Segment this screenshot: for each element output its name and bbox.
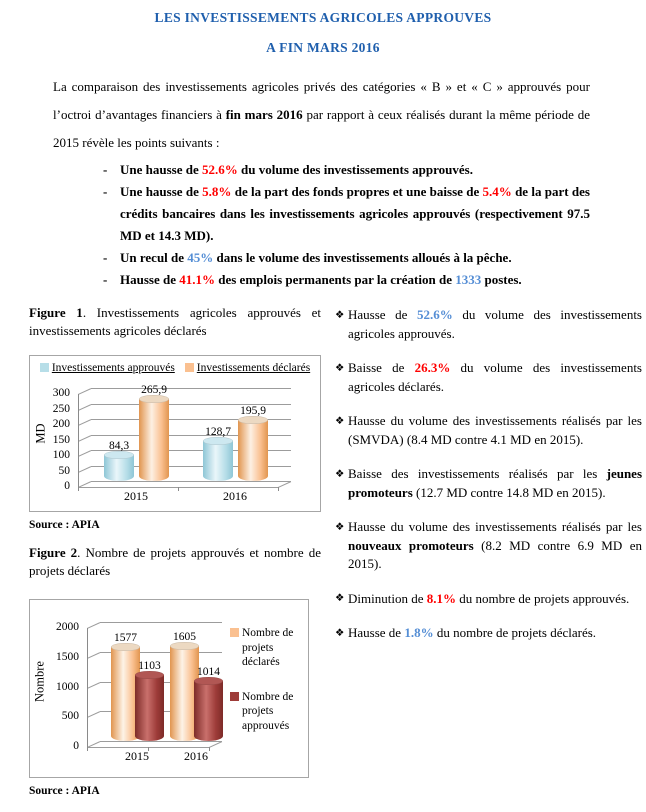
cylinder-bar <box>238 420 268 481</box>
x-tick-mark <box>278 487 279 491</box>
list-item-text <box>348 590 642 609</box>
list-item <box>335 518 642 574</box>
text-run: 1333 <box>455 272 482 287</box>
legend-swatch <box>230 628 239 637</box>
figure2-chart <box>29 599 309 778</box>
text-run: nouveaux promoteurs <box>348 537 474 553</box>
dash-bullet: - <box>103 250 108 265</box>
bar-value-label: 84,3 <box>108 439 130 452</box>
text-run: du volume des investissements agricoles approuvés. <box>348 307 642 341</box>
list-item <box>335 412 642 449</box>
document-title <box>0 0 646 56</box>
text-run: 52.6% <box>416 307 453 322</box>
figure2-source: Source : APIA <box>29 785 100 797</box>
y-tick-label: 500 <box>61 710 79 723</box>
gridline-depth <box>87 682 101 689</box>
y-tick-label: 50 <box>58 464 70 477</box>
list-item-text <box>348 518 642 574</box>
floor-right-edge <box>209 741 223 748</box>
y-tick-label: 1000 <box>56 680 79 693</box>
text-run: Une hausse de <box>120 184 203 199</box>
gridline-depth <box>78 388 92 395</box>
legend-swatch <box>40 363 49 372</box>
bar-value-label: 1103 <box>138 660 161 673</box>
gridline-depth <box>78 435 92 442</box>
text-run: 45% <box>187 250 214 265</box>
bar-value-label: 1605 <box>173 630 196 643</box>
title-line-1: LES INVESTISSEMENTS AGRICOLES APPROUVES <box>154 10 492 25</box>
text-run: 26.3% <box>414 360 451 375</box>
y-tick-label: 100 <box>52 449 70 461</box>
list-item-text <box>348 306 642 343</box>
text-run: dans le volume des investissements alloués à la pêche. <box>213 250 512 265</box>
figure1-source: Source : APIA <box>29 519 100 531</box>
text-run: des emplois permanents par la création de <box>214 272 456 287</box>
cylinder-bar <box>203 441 233 481</box>
list-item-text <box>120 247 590 269</box>
legend-label: Nombre de projets déclarés <box>242 627 294 668</box>
text-run: du nombre de projets approuvés. <box>455 590 630 606</box>
bar-value-label: 1577 <box>114 632 137 645</box>
x-tick-mark <box>87 747 88 751</box>
gridline-depth <box>87 622 101 629</box>
list-item-text <box>348 465 642 502</box>
x-tick-mark <box>78 487 79 491</box>
figure1-caption-text: . Investissements agricoles approuvés et investissements agricoles déclarés <box>29 305 321 338</box>
legend-swatch <box>185 363 194 372</box>
y-tick-label: 250 <box>52 402 70 415</box>
y-axis-title: MD <box>33 423 48 444</box>
text-run: de la part des crédits bancaires dans les investissements agricoles approuvés (respectivement 97.5 MD et 14.3 MD). <box>120 184 590 243</box>
gridline <box>91 481 291 482</box>
list-item <box>335 306 642 343</box>
cylinder-bar <box>194 681 223 741</box>
diamond-bullet: ❖ <box>335 414 345 427</box>
intro-paragraph <box>53 73 590 157</box>
legend-item <box>185 361 310 376</box>
text-run: 41.1% <box>179 272 215 287</box>
list-item <box>103 181 590 247</box>
list-item-text <box>120 159 590 181</box>
dash-bullet: - <box>103 162 108 177</box>
y-tick-label: 150 <box>52 433 70 446</box>
summary-bullet-list <box>103 159 590 291</box>
legend-label: Investissements approuvés <box>51 362 175 374</box>
gridline-depth <box>78 450 92 457</box>
text-run: postes. <box>481 272 522 287</box>
text-run: jeunes promoteurs <box>348 466 642 500</box>
figures-column <box>0 304 330 797</box>
y-tick-label: 0 <box>73 740 79 752</box>
y-tick-label: 300 <box>52 387 70 399</box>
text-run: Baisse des investissements réalisés par les <box>348 466 607 481</box>
list-item-text <box>348 412 642 449</box>
figure1-chart <box>29 355 321 512</box>
text-run: (8.2 MD contre 6.9 MD en 2015). <box>348 537 642 571</box>
gridline-depth <box>78 466 92 473</box>
text-run: 52.6% <box>202 162 238 177</box>
text-run: 1.8% <box>404 625 434 640</box>
text-run: fin mars 2016 <box>225 107 303 122</box>
y-tick-label: 200 <box>52 418 70 430</box>
highlights-column <box>330 304 646 797</box>
x-category-label: 2015 <box>125 749 149 763</box>
gridline <box>100 741 222 742</box>
cylinder-bar <box>104 455 134 481</box>
diamond-bullet: ❖ <box>335 626 345 639</box>
x-category-label: 2016 <box>223 489 247 503</box>
figure2-caption-text: . Nombre de projets approuvés et nombre de projets déclarés <box>29 545 321 578</box>
figure2-label: Figure 2 <box>29 545 78 560</box>
list-item <box>335 465 642 502</box>
x-category-label: 2016 <box>184 749 208 763</box>
text-run: par rapport à ceux réalisés durant la même période de 2015 révèle les points suivants : <box>53 107 590 150</box>
text-run: Hausse de <box>348 307 417 322</box>
list-item-text <box>120 181 590 247</box>
text-run: 5.8% <box>202 184 232 199</box>
legend-item <box>230 690 306 734</box>
text-run: Baisse de <box>348 360 415 375</box>
dash-bullet: - <box>103 272 108 287</box>
list-item <box>335 624 642 643</box>
y-tick-label: 1500 <box>56 650 79 663</box>
y-tick-label: 0 <box>64 480 70 492</box>
list-item-text <box>348 624 642 643</box>
cylinder-bar <box>135 675 164 741</box>
gridline-depth <box>87 711 101 718</box>
figure1-caption <box>29 304 321 339</box>
text-run: Diminution de <box>348 590 427 606</box>
legend-item <box>230 626 306 670</box>
legend-label: Nombre de projets approuvés <box>242 690 294 732</box>
x-category-label: 2015 <box>124 489 148 503</box>
text-run: Hausse du volume des investissements réalisés par les (SMVDA) (8.4 MD contre 4.1 MD en 2015). <box>348 413 642 447</box>
text-run: 5.4% <box>482 184 512 199</box>
floor-right-edge <box>278 481 292 488</box>
text-run: Hausse de <box>120 272 180 287</box>
text-run: 8.1% <box>426 590 456 606</box>
legend-label: Investissements déclarés <box>196 362 311 374</box>
text-run: du nombre de projets déclarés. <box>433 625 597 640</box>
diamond-bullet: ❖ <box>335 361 345 374</box>
list-item <box>103 247 590 269</box>
text-run: Hausse de <box>348 625 405 640</box>
chart-legend <box>230 626 306 753</box>
gridline-depth <box>78 404 92 411</box>
gridline <box>91 388 291 389</box>
legend-swatch <box>230 692 239 701</box>
list-item <box>335 590 642 609</box>
text-run: Un recul de <box>120 250 188 265</box>
y-axis-title: Nombre <box>32 661 47 702</box>
list-item <box>103 269 590 291</box>
diamond-bullet: ❖ <box>335 467 345 480</box>
gridline-depth <box>87 652 101 659</box>
bar-value-label: 1014 <box>197 665 220 678</box>
legend-item <box>40 361 175 376</box>
list-item <box>335 359 642 396</box>
x-tick-mark <box>178 487 179 491</box>
y-axis-line <box>78 394 79 487</box>
figure1-label: Figure 1 <box>29 305 83 320</box>
list-item <box>103 159 590 181</box>
text-run: Hausse du volume des investissements réalisés par les <box>348 519 642 534</box>
title-line-2: A FIN MARS 2016 <box>266 40 380 55</box>
text-run: du volume des investissements agricoles déclarés. <box>348 360 642 394</box>
text-run: (12.7 MD contre 14.8 MD en 2015). <box>412 484 606 500</box>
bar-value-label: 195,9 <box>240 405 266 418</box>
text-run: de la part des fonds propres et une baisse de <box>231 184 483 199</box>
text-run: La comparaison des investissements agricoles privés des catégories « B » et « C » approuvés pour l’octroi d’avantages financiers à <box>53 79 590 122</box>
y-axis-line <box>87 628 88 747</box>
figure2-caption <box>29 544 321 579</box>
dash-bullet: - <box>103 184 108 199</box>
y-tick-label: 2000 <box>56 621 79 633</box>
text-run: Une hausse de <box>120 162 202 177</box>
bar-value-label: 265,9 <box>141 383 167 396</box>
gridline <box>100 622 222 623</box>
chart-legend <box>30 361 320 376</box>
bar-value-label: 128,7 <box>205 426 231 439</box>
cylinder-bar <box>139 399 169 481</box>
text-run: du volume des investissements approuvés. <box>237 162 473 177</box>
list-item-text <box>120 269 590 291</box>
diamond-bullet: ❖ <box>335 520 345 533</box>
diamond-bullet: ❖ <box>335 308 345 321</box>
gridline-depth <box>78 419 92 426</box>
two-column-section <box>0 304 646 797</box>
list-item-text <box>348 359 642 396</box>
diamond-bullet: ❖ <box>335 592 345 604</box>
